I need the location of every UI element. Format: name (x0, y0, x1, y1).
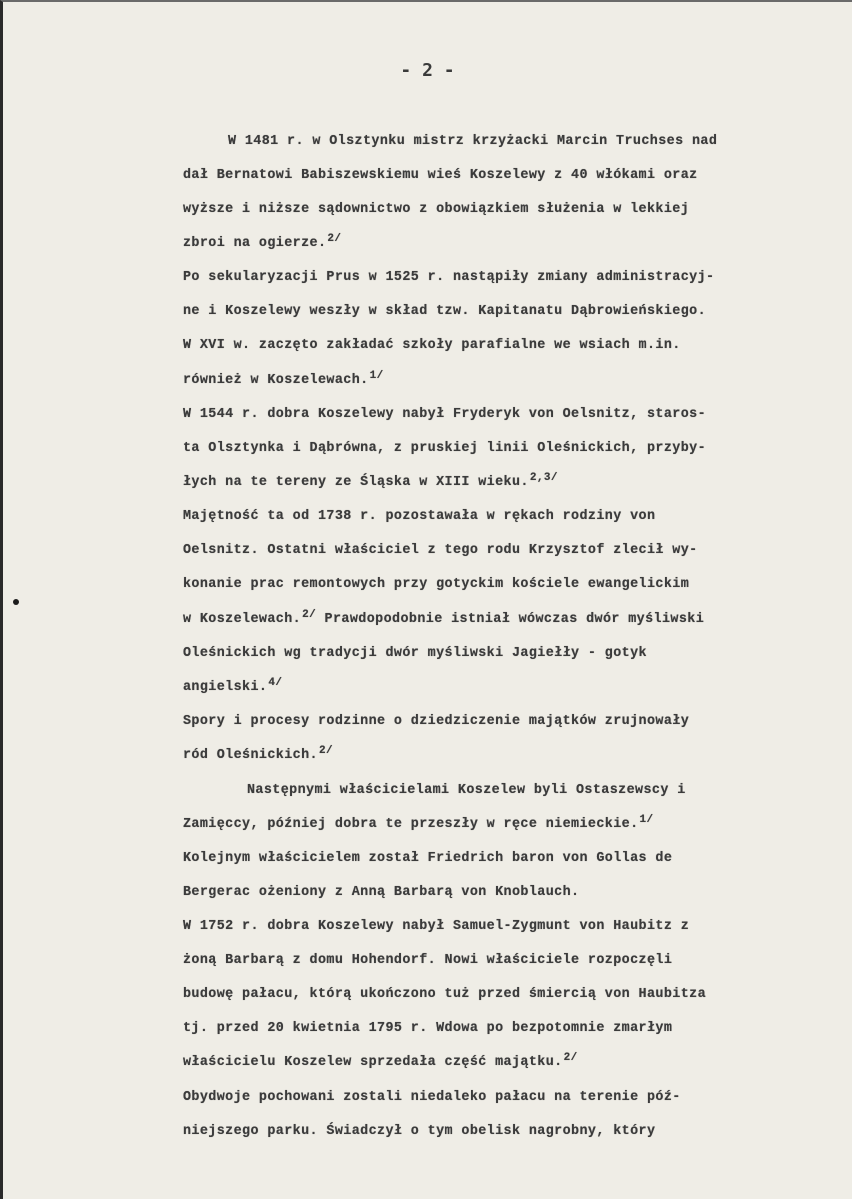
line-text: Zamięccy, później dobra te przeszły w ręce niemieckie. (183, 817, 639, 832)
line-text: niejszego parku. Świadczył o tym obelisk nagrobny, który (183, 1124, 656, 1139)
line-text: dał Bernatowi Babiszewskiemu wieś Koszelewy z 40 włókami oraz (183, 168, 698, 183)
text-line (183, 1124, 655, 1139)
line-text: W 1544 r. dobra Koszelewy nabył Fryderyk von Oelsnitz, staros- (183, 407, 707, 422)
text-line (183, 714, 689, 729)
text-line (183, 919, 689, 934)
text-line (183, 953, 672, 968)
text-line (183, 543, 698, 558)
text-line (183, 232, 342, 251)
line-text: Kolejnym właścicielem został Friedrich baron von Gollas de (183, 851, 673, 866)
text-line (183, 851, 672, 866)
line-text: W 1481 r. w Olsztynku mistrz krzyżacki Marcin Truchses nad (228, 134, 718, 149)
line-text: Majętność ta od 1738 r. pozostawała w rękach rodziny von (183, 509, 656, 524)
text-line (183, 270, 714, 285)
line-text: łych na te tereny ze Śląska w XIII wieku. (183, 475, 529, 490)
line-text: W XVI w. zaczęto zakładać szkoły parafialne we wsiach m.in. (183, 338, 681, 353)
footnote-ref: 2/ (327, 232, 342, 245)
text-line (228, 134, 717, 149)
footnote-ref: 2/ (302, 608, 317, 621)
line-text: Oelsnitz. Ostatni właściciel z tego rodu Krzysztof zlecił wy- (183, 543, 698, 558)
line-text: Bergerac ożeniony z Anną Barbarą von Knoblauch. (183, 885, 580, 900)
text-line (183, 744, 333, 763)
text-line (183, 304, 706, 319)
line-text: W 1752 r. dobra Koszelewy nabył Samuel-Zygmunt von Haubitz z (183, 919, 690, 934)
line-text: ne i Koszelewy weszły w skład tzw. Kapitanatu Dąbrowieńskiego. (183, 304, 707, 319)
footnote-ref: 4/ (268, 676, 283, 689)
text-line (183, 338, 681, 353)
line-text: właścicielu Koszelew sprzedała część majątku. (183, 1055, 563, 1070)
text-line (183, 987, 706, 1002)
line-text-continued: Prawdopodobnie istniał wówczas dwór myśliwski (316, 612, 705, 627)
text-line (183, 646, 647, 661)
line-text: zbroi na ogierze. (183, 236, 327, 251)
line-text: wyższe i niższe sądownictwo z obowiązkiem służenia w lekkiej (183, 202, 690, 217)
line-text: ta Olsztynka i Dąbrówna, z pruskiej linii Oleśnickich, przyby- (183, 441, 707, 456)
text-line (247, 783, 686, 798)
line-text: tj. przed 20 kwietnia 1795 r. Wdowa po bezpotomnie zmarłym (183, 1021, 673, 1036)
text-line (183, 509, 655, 524)
line-text: konanie prac remontowych przy gotyckim kościele ewangelickim (183, 577, 690, 592)
text-line (183, 471, 558, 490)
text-line (183, 168, 698, 183)
text-line (183, 813, 654, 832)
line-text: również w Koszelewach. (183, 373, 369, 388)
footnote-ref: 2/ (563, 1051, 578, 1064)
text-line (183, 441, 706, 456)
text-line (183, 407, 706, 422)
punch-hole-mark (13, 599, 19, 605)
line-text: w Koszelewach. (183, 612, 302, 627)
text-line (183, 369, 384, 388)
text-line (183, 1090, 681, 1105)
page-number: - 2 - (400, 60, 455, 81)
text-line (183, 1021, 672, 1036)
line-text: budowę pałacu, którą ukończono tuż przed śmiercią von Haubitza (183, 987, 707, 1002)
footnote-ref: 1/ (369, 369, 384, 382)
line-text: Spory i procesy rodzinne o dziedziczenie majątków zrujnowały (183, 714, 690, 729)
line-text: ród Oleśnickich. (183, 748, 318, 763)
text-line (183, 608, 705, 627)
line-text: Oleśnickich wg tradycji dwór myśliwski Jagiełły - gotyk (183, 646, 647, 661)
footnote-ref: 2,3/ (529, 471, 558, 484)
line-text: Po sekularyzacji Prus w 1525 r. nastąpiły zmiany administracyj- (183, 270, 715, 285)
line-text: Obydwoje pochowani zostali niedaleko pałacu na terenie póź- (183, 1090, 681, 1105)
footnote-ref: 2/ (318, 744, 333, 757)
text-line (183, 885, 579, 900)
line-text: żoną Barbarą z domu Hohendorf. Nowi właściciele rozpoczęli (183, 953, 673, 968)
text-line (183, 1051, 578, 1070)
text-line (183, 202, 689, 217)
text-line (183, 676, 283, 695)
line-text: Następnymi właścicielami Koszelew byli Ostaszewscy i (247, 783, 686, 798)
text-line (183, 577, 689, 592)
line-text: angielski. (183, 680, 268, 695)
footnote-ref: 1/ (639, 813, 654, 826)
